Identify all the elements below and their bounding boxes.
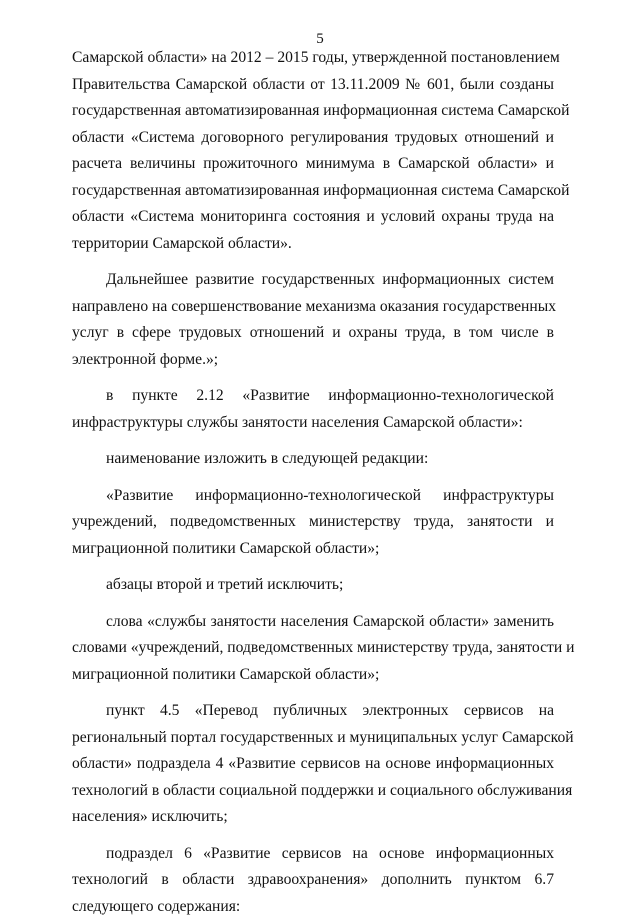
page-number: 5 bbox=[0, 30, 640, 48]
paragraph-gap bbox=[72, 688, 554, 698]
text-line: расчета величины прожиточного минимума в Самарской области» и bbox=[72, 151, 554, 178]
text-line: области «Система мониторинга состояния и условий охраны труда на bbox=[72, 204, 554, 231]
paragraph bbox=[72, 45, 554, 257]
paragraph-gap bbox=[72, 473, 554, 483]
paragraph bbox=[72, 841, 554, 920]
text-line: региональный портал государственных и муниципальных услуг Самарской bbox=[72, 725, 554, 752]
text-line: слова «службы занятости населения Самарской области» заменить bbox=[72, 609, 554, 636]
text-line: инфраструктуры службы занятости населения Самарской области»: bbox=[72, 410, 554, 437]
paragraph-gap bbox=[72, 562, 554, 572]
paragraph bbox=[72, 383, 554, 436]
text-line: электронной форме.»; bbox=[72, 347, 554, 374]
paragraph bbox=[72, 483, 554, 563]
text-line: услуг в сфере трудовых отношений и охраны труда, в том числе в bbox=[72, 320, 554, 347]
paragraph-gap bbox=[72, 831, 554, 841]
text-line: технологий в области здравоохранения» дополнить пунктом 6.7 bbox=[72, 867, 554, 894]
text-line: населения» исключить; bbox=[72, 804, 554, 831]
paragraph-gap bbox=[72, 373, 554, 383]
text-line: области «Система договорного регулирования трудовых отношений и bbox=[72, 125, 554, 152]
text-line: государственная автоматизированная информационная система Самарской bbox=[72, 178, 554, 205]
text-line: наименование изложить в следующей редакции: bbox=[72, 446, 554, 473]
text-line: Самарской области» на 2012 – 2015 годы, утвержденной постановлением bbox=[72, 45, 554, 72]
text-line: технологий в области социальной поддержки и социального обслуживания bbox=[72, 778, 554, 805]
paragraph bbox=[72, 267, 554, 373]
text-line: «Развитие информационно-технологической инфраструктуры bbox=[72, 483, 554, 510]
paragraph bbox=[72, 698, 554, 831]
text-line: учреждений, подведомственных министерству труда, занятости и bbox=[72, 509, 554, 536]
document-body bbox=[72, 45, 554, 920]
text-line: следующего содержания: bbox=[72, 894, 554, 920]
paragraph bbox=[72, 446, 554, 473]
text-line: миграционной политики Самарской области»; bbox=[72, 662, 554, 689]
paragraph-gap bbox=[72, 436, 554, 446]
text-line: словами «учреждений, подведомственных министерству труда, занятости и bbox=[72, 635, 554, 662]
text-line: абзацы второй и третий исключить; bbox=[72, 572, 554, 599]
text-line: области» подраздела 4 «Развитие сервисов на основе информационных bbox=[72, 751, 554, 778]
text-line: направлено на совершенствование механизма оказания государственных bbox=[72, 294, 554, 321]
text-line: государственная автоматизированная информационная система Самарской bbox=[72, 98, 554, 125]
text-line: Правительства Самарской области от 13.11.2009 № 601, были созданы bbox=[72, 72, 554, 99]
text-line: Дальнейшее развитие государственных информационных систем bbox=[72, 267, 554, 294]
text-line: территории Самарской области». bbox=[72, 231, 554, 258]
paragraph bbox=[72, 609, 554, 689]
text-line: миграционной политики Самарской области»; bbox=[72, 536, 554, 563]
text-line: пункт 4.5 «Перевод публичных электронных сервисов на bbox=[72, 698, 554, 725]
paragraph-gap bbox=[72, 599, 554, 609]
paragraph bbox=[72, 572, 554, 599]
paragraph-gap bbox=[72, 257, 554, 267]
text-line: подраздел 6 «Развитие сервисов на основе информационных bbox=[72, 841, 554, 868]
text-line: в пункте 2.12 «Развитие информационно-технологической bbox=[72, 383, 554, 410]
